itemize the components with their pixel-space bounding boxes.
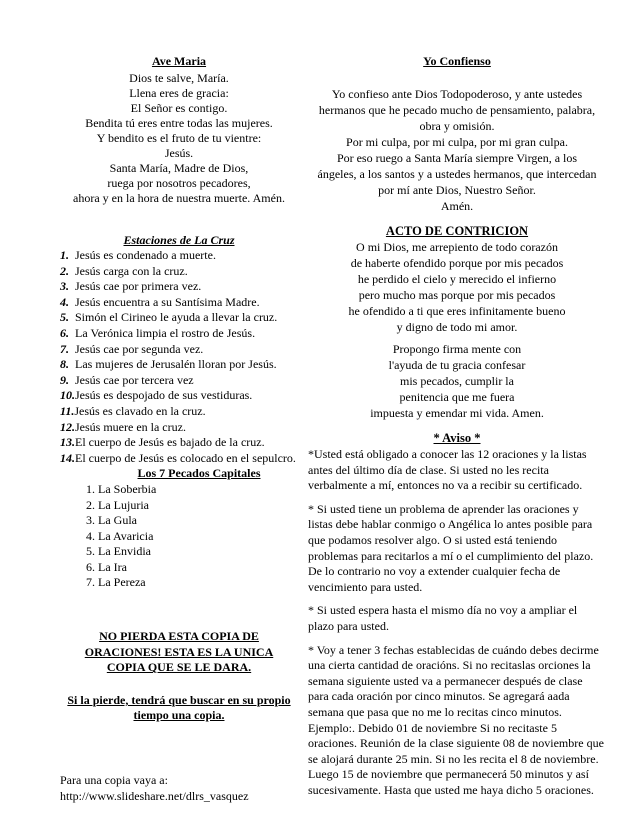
yo-confieso-line: Por mi culpa, por mi culpa, por mi gran culpa. [346, 135, 568, 149]
list-item: 5. La Envidia [98, 544, 298, 560]
ave-maria-line: ruega por nosotros pecadores, [107, 176, 251, 190]
list-item: 6. La Ira [98, 560, 298, 576]
aviso-title: * Aviso * [433, 431, 481, 445]
copia-section [60, 773, 298, 804]
yo-confieso-line: ángeles, a los santos y a ustedes hermanos, que intercedan [317, 167, 597, 181]
contricion-line: mis pecados, cumplir la [400, 374, 514, 388]
copia-label: Para una copia vaya a: [60, 773, 168, 788]
yo-confieso-line: Yo confieso ante Dios Todopoderoso, y ante ustedes [331, 87, 583, 101]
notice-subline: Si la pierde, tendrá que buscar en su propio [67, 692, 291, 707]
notice-line: COPIA QUE SE LE DARA. [106, 660, 252, 675]
list-item: 3. Jesús cae por primera vez. [60, 279, 202, 294]
yo-confieso-title: Yo Confienso [423, 54, 491, 68]
aviso-paragraph: *Usted está obligado a conocer las 12 oraciones y la listas antes del último día de clase. Si usted no les recita verbalmente a mí, entonces no va a recibir su certificado. [308, 447, 587, 493]
contricion-line: impuesta y emendar mi vida. Amen. [370, 406, 544, 420]
ave-maria-line: El Señor es contigo. [130, 101, 228, 115]
yo-confieso-line: Amén. [440, 199, 474, 213]
ave-maria-line: Dios te salve, María. [129, 71, 229, 85]
estaciones-section [60, 233, 298, 466]
contricion-line: pero mucho mas porque por mis pecados [358, 288, 556, 302]
ave-maria-title: Ave Maria [151, 54, 207, 68]
list-item: 7. La Pereza [98, 575, 298, 591]
aviso-paragraph: Ejemplo:. Debido 01 de noviembre Si no recitaste 5 oraciones. Reunión de la clase siguiente 08 de noviembre que se alojará durante 25 min. Si no les recita el 8 de noviembre. Luego 15 de noviembre que permanecerá 50 minutos y así sucesivamente. Hasta que usted me haya dicho 5 oraciones. [308, 720, 604, 797]
list-item: 7. Jesús cae por segunda vez. [60, 341, 204, 356]
ave-maria-section [60, 54, 298, 206]
contricion-line: l'ayuda de tu gracia confesar [388, 358, 526, 372]
aviso-paragraph: * Si usted espera hasta el mismo día no voy a ampliar el plazo para usted. [308, 603, 578, 633]
yo-confieso-line: Por eso ruego a Santa María siempre Virgen, a los [336, 151, 578, 165]
pecados-list [60, 482, 298, 591]
ave-maria-line: Bendita tú eres entre todas las mujeres. [85, 116, 273, 130]
contricion-section [308, 223, 606, 421]
list-item: 1. Jesús es condenado a muerte. [60, 248, 216, 262]
aviso-paragraph: * Voy a tener 3 fechas establecidas de cuándo debes decirme una cierta cantidad de oracións. Si no recitaslas orciones la semana siguiente usted va a permanecer después de clase para cada oración por cinco minutos. Se agregará aada semana que pasa que no me lo recitas cinco minutos. [308, 642, 599, 719]
aviso-section [308, 431, 606, 798]
ave-maria-line: ahora y en la hora de nuestra muerte. Amén. [73, 191, 285, 205]
ave-maria-line: Santa María, Madre de Dios, [109, 161, 249, 175]
contricion-line: penitencia que me fuera [399, 390, 515, 404]
estaciones-list [60, 248, 298, 466]
list-item: 1. La Soberbia [98, 482, 298, 498]
yo-confieso-line: hermanos que he pecado mucho de pensamiento, palabra, [318, 103, 596, 117]
yo-confieso-section [308, 54, 606, 214]
list-item: 3. La Gula [98, 513, 298, 529]
contricion-line: O mi Dios, me arrepiento de todo corazón [356, 240, 558, 254]
ave-maria-line: Llena eres de gracia: [129, 86, 229, 100]
list-item: 13.El cuerpo de Jesús es bajado de la cruz. [60, 435, 265, 450]
aviso-paragraph: * Si usted tiene un problema de aprender las oraciones y listas debe hablar conmigo o Angélica lo antes posible para que podamos resolver algo. O si usted está teniendo problemas para recitarlos a mí o el cumplimiento del plazo. De lo contrario no voy a extender cualquier fecha de vencimiento para usted. [308, 501, 594, 594]
list-item: 12.Jesús muere en la cruz. [60, 419, 186, 434]
list-item: 2. Jesús carga con la cruz. [60, 263, 188, 278]
list-item: 4. La Avaricia [98, 529, 298, 545]
ave-maria-line: Jesús. [164, 146, 194, 160]
contricion-line: he ofendido a ti que eres infinitamente bueno [348, 304, 566, 318]
contricion-title: ACTO DE CONTRICION [385, 224, 529, 238]
contricion-line: y digno de todo mi amor. [396, 320, 518, 334]
list-item: 6. La Verónica limpia el rostro de Jesús. [60, 325, 256, 340]
list-item: 2. La Lujuria [98, 498, 298, 514]
yo-confieso-line: obra y omisión. [419, 119, 495, 133]
pecados-section [60, 466, 298, 591]
list-item: 5. Simón el Cirineo le ayuda a llevar la cruz. [60, 310, 278, 325]
right-column [308, 54, 606, 798]
no-pierda-notice [60, 629, 298, 724]
left-column [60, 54, 298, 804]
notice-subline: tiempo una copia. [133, 708, 225, 723]
notice-line: NO PIERDA ESTA COPIA DE [99, 629, 259, 644]
contricion-line: he perdido el cielo y merecido el infierno [357, 272, 557, 286]
list-item: 14.El cuerpo de Jesús es colocado en el sepulcro. [60, 450, 296, 465]
list-item: 8. Las mujeres de Jerusalén lloran por Jesús. [60, 357, 277, 372]
contricion-line: de haberte ofendido porque por mis pecados [350, 256, 564, 270]
yo-confieso-line: por mí ante Dios, Nuestro Señor. [378, 183, 536, 197]
list-item: 9. Jesús cae por tercera vez [60, 372, 194, 387]
list-item: 11.Jesús es clavado en la cruz. [60, 403, 206, 418]
pecados-title: Los 7 Pecados Capitales [137, 466, 261, 481]
contricion-line: Propongo firma mente con [392, 342, 522, 356]
copia-url[interactable]: http://www.slideshare.net/dlrs_vasquez [60, 788, 249, 803]
list-item: 10.Jesús es despojado de sus vestiduras. [60, 388, 253, 403]
list-item: 4. Jesús encuentra a su Santísima Madre. [60, 294, 260, 309]
ave-maria-line: Y bendito es el fruto de tu vientre: [96, 131, 262, 145]
estaciones-title: Estaciones de La Cruz [123, 233, 235, 247]
notice-line: ORACIONES! ESTA ES LA UNICA [84, 644, 274, 659]
